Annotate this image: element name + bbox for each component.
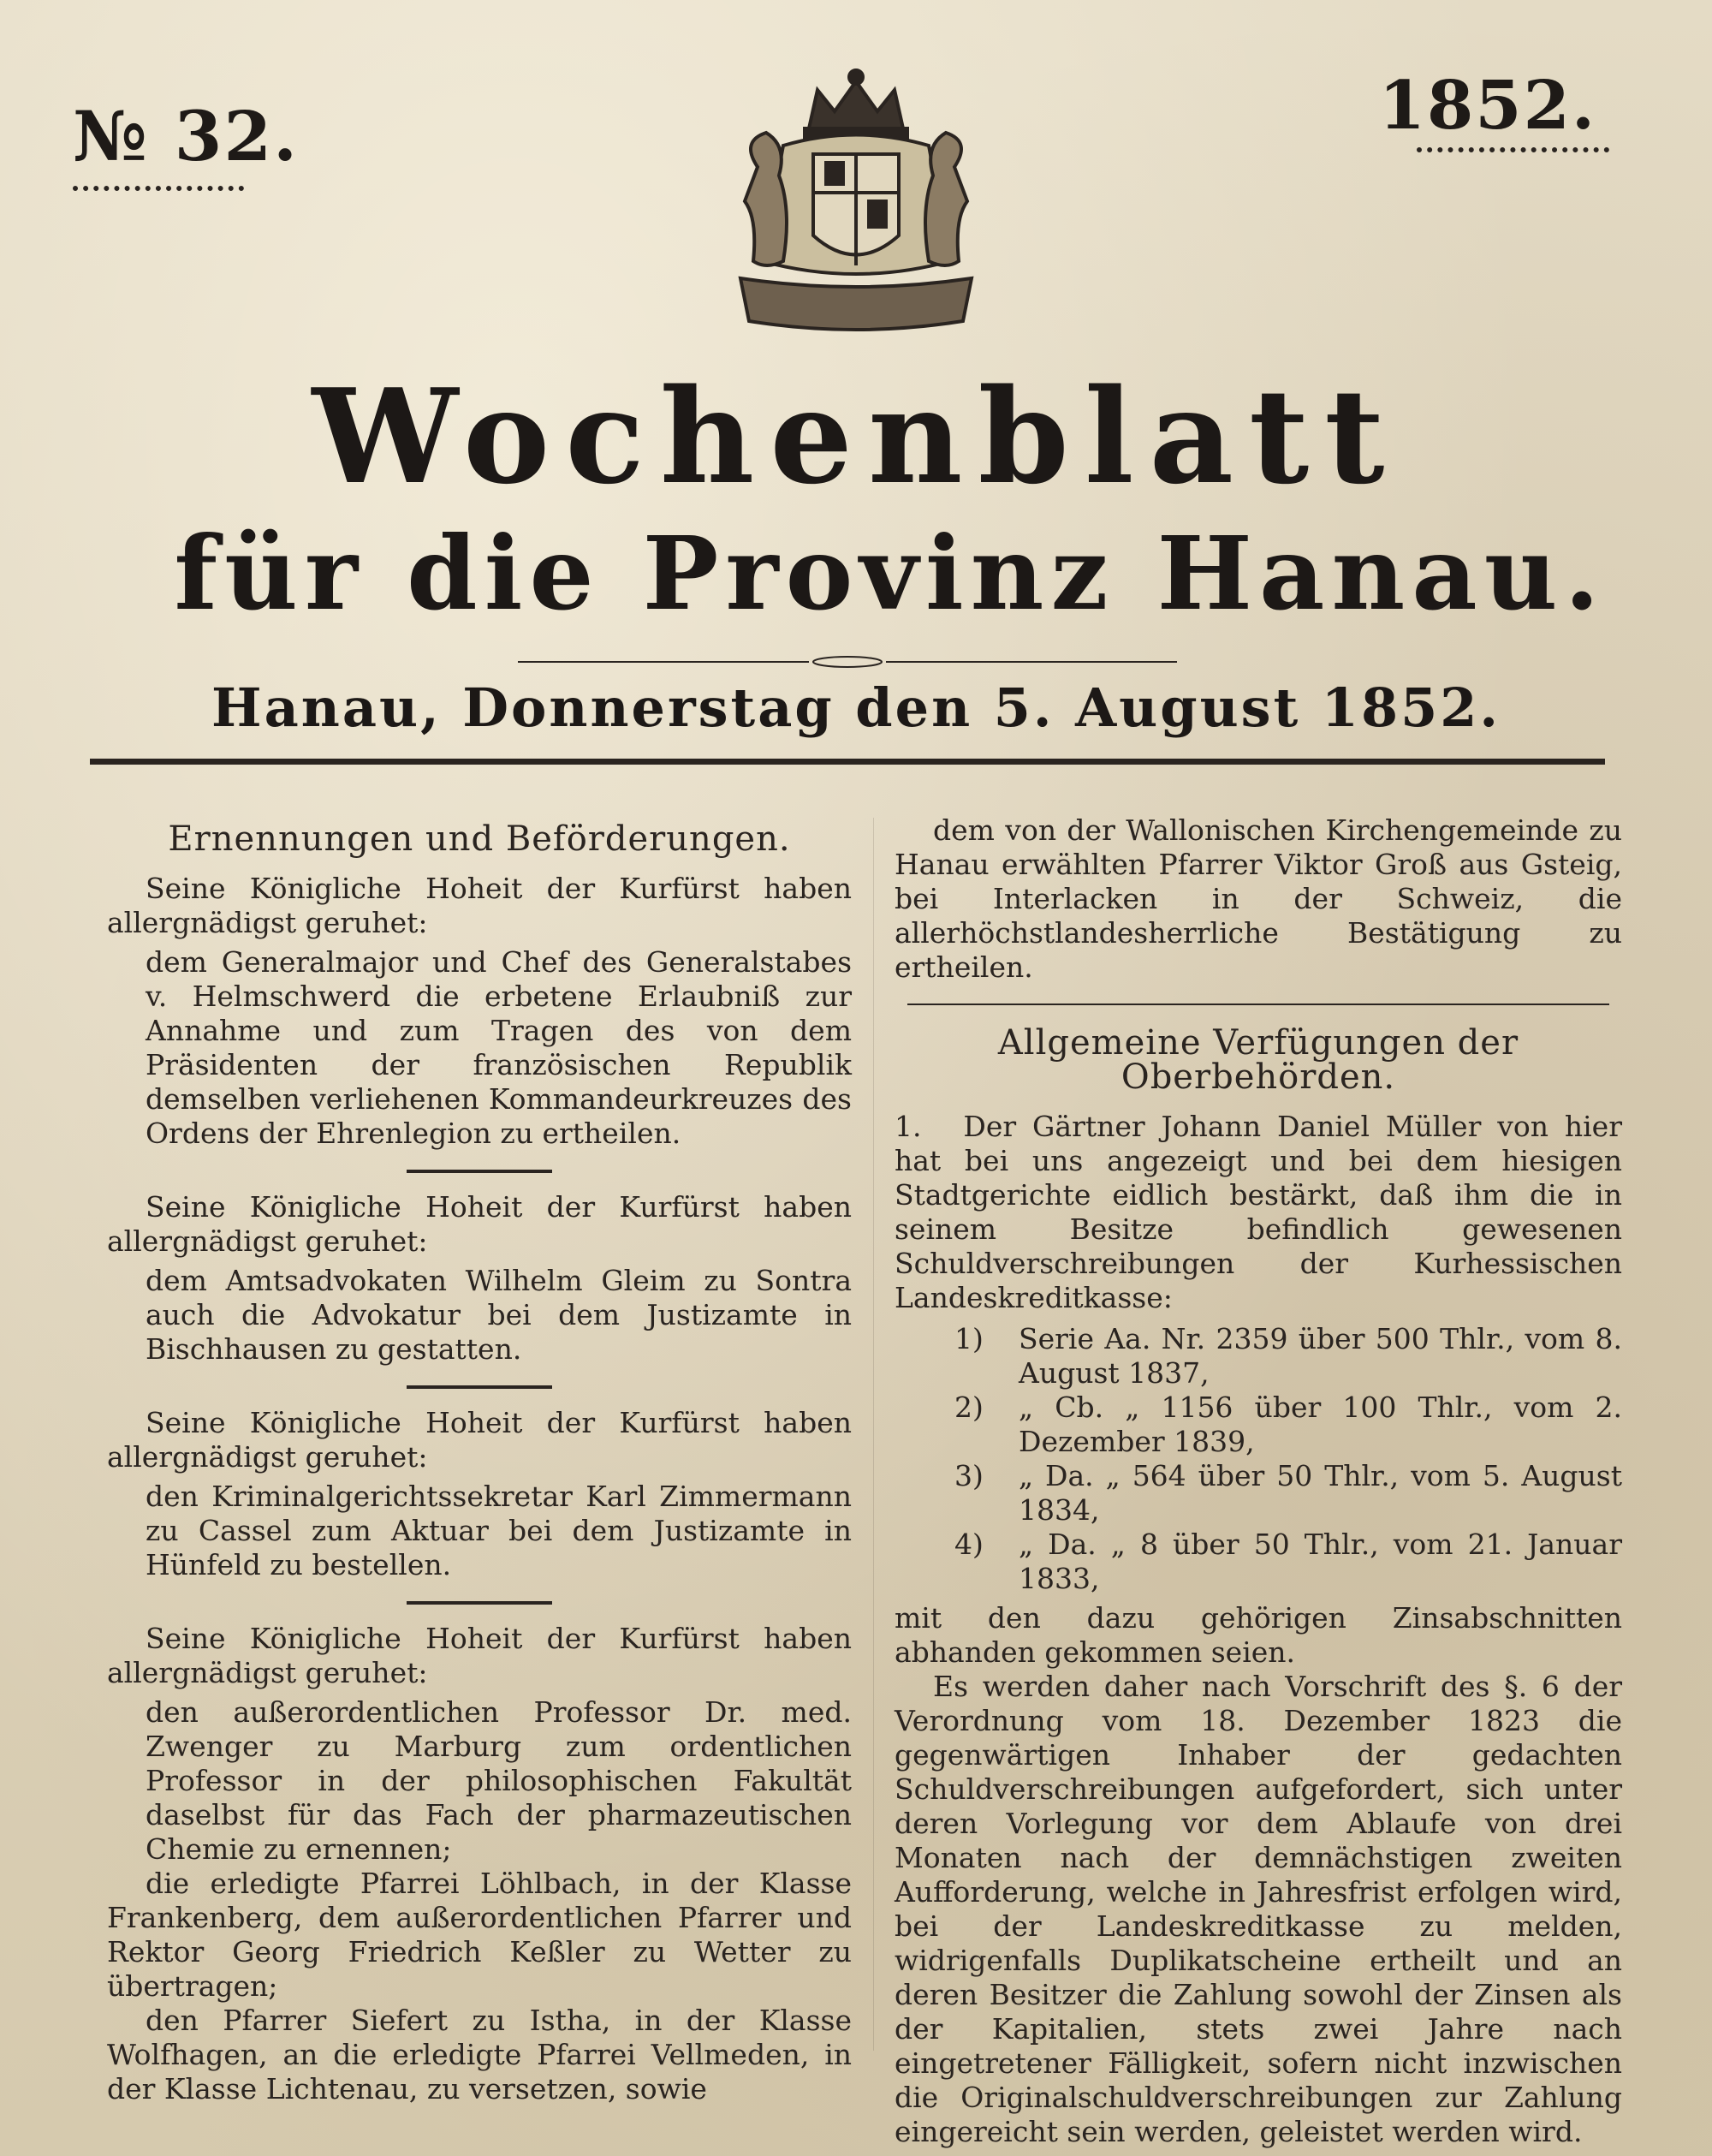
entry-separator <box>407 1170 552 1173</box>
list-item <box>895 1528 1622 1596</box>
header-rule <box>90 759 1605 765</box>
entry-separator <box>407 1385 552 1389</box>
entry-intro: Seine Königliche Hoheit der Kurfürst haben allergnädigst geruhet: <box>107 872 852 939</box>
issue-year-underline <box>1417 137 1609 152</box>
list-item-number: 4) <box>954 1528 984 1561</box>
newspaper-title: Wochenblatt <box>312 360 1400 513</box>
list-item-number: 2) <box>954 1391 984 1424</box>
issue-number: № 32. <box>73 96 299 176</box>
ordinance-intro-text: Der Gärtner Johann Daniel Müller von hier hat bei uns angezeigt und bei dem hiesigen Stadtgerichte eidlich bestärkt, daß ihm die in seinem Besitze befindlich gewesenen Schuldverschreibungen der Kurhessischen Landeskreditkasse: <box>895 1110 1622 1314</box>
list-item <box>895 1322 1622 1391</box>
ordinance-number: 1. <box>895 1110 922 1143</box>
entry-body: die erledigte Pfarrei Löhlbach, in der Klasse Frankenberg, dem außerordentlichen Pfarrer und Rektor Georg Friedrich Keßler zu Wetter zu übertragen; <box>107 1867 852 2003</box>
list-item-text: Serie Aa. Nr. 2359 über 500 Thlr., vom 8. August 1837, <box>1019 1322 1622 1390</box>
entry-intro: Seine Königliche Hoheit der Kurfürst haben allergnädigst geruhet: <box>107 1190 852 1258</box>
royal-coat-of-arms-icon <box>706 64 1006 347</box>
bond-list <box>895 1322 1622 1596</box>
continuation-text: dem von der Wallonischen Kirchengemeinde zu Hanau erwählten Pfarrer Viktor Groß aus Gsteig, bei Interlacken in der Schweiz, die allerhöchstlandesherrliche Bestätigung zu ertheilen. <box>895 813 1622 984</box>
entry-intro: Seine Königliche Hoheit der Kurfürst haben allergnädigst geruhet: <box>107 1406 852 1474</box>
entry-body: den Pfarrer Siefert zu Istha, in der Klasse Wolfhagen, an die erledigte Pfarrei Vellmeden, in der Klasse Lichtenau, zu versetzen, sowie <box>107 2004 852 2105</box>
date-line: Hanau, Donnerstag den 5. August 1852. <box>211 676 1501 739</box>
list-item <box>895 1391 1622 1459</box>
entry-body: dem Amtsadvokaten Wilhelm Gleim zu Sontra auch die Advokatur bei dem Justizamte in Bischhausen zu gestatten. <box>146 1264 852 1366</box>
list-item-text: „ Da. „ 8 über 50 Thlr., vom 21. Januar 1833, <box>1019 1528 1622 1595</box>
entry-body: den außerordentlichen Professor Dr. med. Zwenger zu Marburg zum ordentlichen Professor in der philosophischen Fakultät daselbst für das Fach der pharmazeutischen Chemie zu ernennen; <box>146 1695 852 1866</box>
column-divider <box>873 818 874 2051</box>
right-column <box>895 813 1622 2149</box>
entry-intro: Seine Königliche Hoheit der Kurfürst haben allergnädigst geruhet: <box>107 1622 852 1689</box>
list-item <box>895 1459 1622 1528</box>
section-heading-appointments: Ernennungen und Beförderungen. <box>168 819 791 859</box>
entry-body: den Kriminalgerichtssekretar Karl Zimmermann zu Cassel zum Aktuar bei dem Justizamte in Hünfeld zu bestellen. <box>146 1480 852 1581</box>
ordinance-intro <box>895 1110 1622 1315</box>
section-heading-ordinances: Allgemeine Verfügungen der Oberbehörden. <box>997 1023 1519 1097</box>
issue-number-underline <box>73 176 244 191</box>
list-item-text: „ Da. „ 564 über 50 Thlr., vom 5. August 1834, <box>1019 1459 1622 1527</box>
entry-body: dem Generalmajor und Chef des Generalstabes v. Helmschwerd die erbetene Erlaubniß zur Annahme und zum Tragen des von dem Präsidenten der französischen Republik demselben verliehenen Kommandeurkreuzes des Ordens der Ehrenlegion zu ertheilen. <box>146 945 852 1150</box>
ornamental-divider <box>518 656 1177 668</box>
list-item-number: 3) <box>954 1459 984 1492</box>
issue-year: 1852. <box>1378 67 1596 145</box>
left-column <box>107 813 852 2106</box>
section-separator <box>907 1004 1609 1005</box>
ordinance-paragraph: Es werden daher nach Vorschrift des §. 6 der Verordnung vom 18. Dezember 1823 die gegenwärtigen Inhaber der gedachten Schuldverschreibungen aufgefordert, sich unter deren Vorlegung vor dem Ablaufe von drei Monaten nach der demnächstigen zweiten Aufforderung, welche in Jahresfrist erfolgen wird, bei der Landeskreditkasse zu melden, widrigenfalls Duplikatscheine ertheilt und an deren Besitzer die Zahlung sowohl der Zinsen als der Kapitalien, stets zwei Jahre nach eingetretener Fälligkeit, sofern nicht inzwischen die Originalschuldverschreibungen zur Zahlung eingereicht sein werden, geleistet werden wird. <box>895 1670 1622 2148</box>
newspaper-subtitle: für die Provinz Hanau. <box>174 514 1607 633</box>
after-list-text: mit den dazu gehörigen Zinsabschnitten abhanden gekommen seien. <box>895 1601 1622 1669</box>
entry-separator <box>407 1601 552 1605</box>
list-item-text: „ Cb. „ 1156 über 100 Thlr., vom 2. Dezember 1839, <box>1019 1391 1622 1458</box>
list-item-number: 1) <box>954 1322 984 1355</box>
